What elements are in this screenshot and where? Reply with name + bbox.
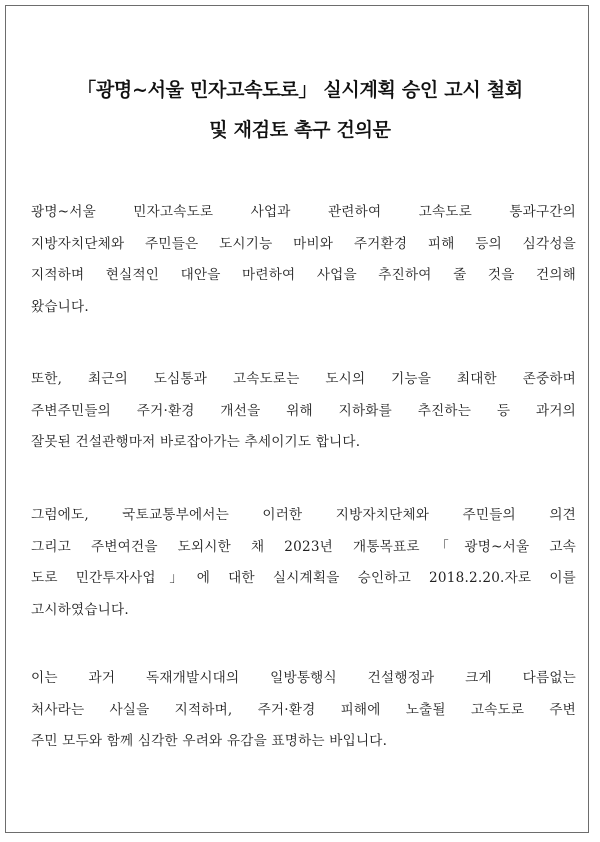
text-line: 그럼에도, 국토교통부에서는 이러한 지방자치단체와 주민들의 의견 [31,507,576,523]
text-line: 잘못된 건설관행마저 바로잡아가는 추세이기도 합니다. [31,434,361,450]
text-line: 처사라는 사실을 지적하며, 주거·환경 피해에 노출될 고속도로 주변 [31,701,576,718]
paragraph-1 [31,197,576,323]
paragraph-2 [31,364,576,459]
paragraph-4 [31,663,576,758]
text-line: 주변주민들의 주거·환경 개선을 위해 지하화를 추진하는 등 과거의 [31,402,576,419]
title-line: 및 재검토 촉구 건의문 [209,119,391,141]
text-line: 지방자치단체와 주민들은 도시기능 마비와 주거환경 피해 등의 심각성을 [31,235,576,252]
text-line: 주민 모두와 함께 심각한 우려와 유감을 표명하는 바입니다. [31,733,388,749]
text-line: 또한, 최근의 도심통과 고속도로는 도시의 기능을 최대한 존중하며 [31,371,576,387]
text-line: 지적하며 현실적인 대안을 마련하여 사업을 추진하여 줄 것을 건의해 [31,267,576,283]
paragraph-3 [31,500,576,626]
text-line: 왔습니다. [31,298,89,315]
text-line: 그리고 주변여건을 도외시한 채 2023년 개통목표로「광명~서울 고속 [31,538,576,555]
text-line: 도로 민간투자사업」에 대한 실시계획을 승인하고 2018.2.20.자로 이를 [31,570,576,586]
document-title [0,70,600,150]
text-line: 고시하였습니다. [31,601,129,618]
text-line: 이는 과거 독재개발시대의 일방통행식 건설행정과 크게 다름없는 [31,670,576,686]
text-line: 광명~서울 민자고속도로 사업과 관련하여 고속도로 통과구간의 [31,204,576,220]
title-line: 「광명~서울 민자고속도로」 실시계획 승인 고시 철회 [77,79,523,101]
